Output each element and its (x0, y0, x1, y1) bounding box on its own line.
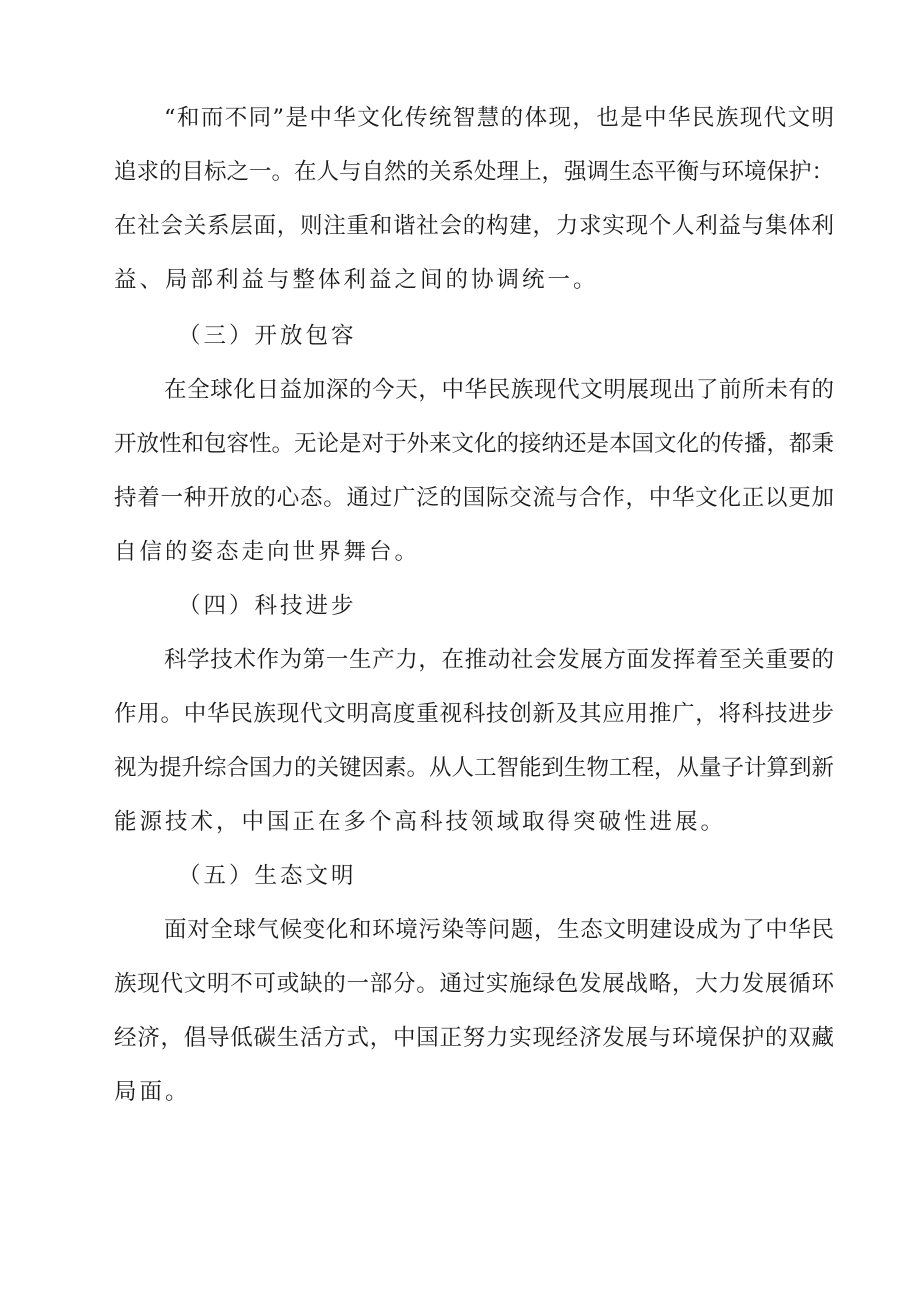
paragraph-line: 持着一种开放的心态。通过广泛的国际交流与合作，中华文化正以更加 (114, 485, 834, 511)
paragraph-line: 开放性和包容性。无论是对于外来文化的接纳还是本国文化的传播，都秉 (114, 431, 835, 457)
paragraph-line: 族现代文明不可或缺的一部分。通过实施绿色发展战略，大力发展循环 (114, 971, 834, 997)
paragraph-line: “和而不同”是中华文化传统智慧的体现，也是中华民族现代文明 (164, 105, 834, 131)
subsection-heading: （三）开放包容 (178, 323, 357, 349)
paragraph-line: 在全球化日益加深的今天，中华民族现代文明展现出了前所未有的 (164, 377, 834, 403)
paragraph-line: 科学技术作为第一生产力，在推动社会发展方面发挥着至关重要的 (164, 647, 834, 673)
paragraph-line: 经济，倡导低碳生活方式，中国正努力实现经济发展与环境保护的双藏 (114, 1025, 834, 1051)
paragraph-line: 面对全球气候变化和环境污染等问题，生态文明建设成为了中华民 (164, 917, 834, 943)
paragraph-line: 能源技术，中国正在多个高科技领域取得突破性进展。 (114, 809, 727, 835)
paragraph-line: 追求的目标之一。在人与自然的关系处理上，强调生态平衡与环境保护： (114, 159, 835, 185)
subsection-heading: （五）生态文明 (178, 863, 357, 889)
paragraph-line: 自信的姿态走向世界舞台。 (114, 539, 421, 565)
paragraph-line: 益、局部利益与整体利益之间的协调统一。 (114, 267, 599, 293)
paragraph-line: 视为提升综合国力的关键因素。从人工智能到生物工程，从量子计算到新 (114, 755, 835, 781)
paragraph-line: 局面。 (114, 1079, 191, 1105)
paragraph-line: 作用。中华民族现代文明高度重视科技创新及其应用推广，将科技进步 (114, 701, 834, 727)
paragraph-line: 在社会关系层面，则注重和谐社会的构建，力求实现个人利益与集体利 (114, 213, 834, 239)
subsection-heading: （四）科技进步 (178, 593, 357, 619)
